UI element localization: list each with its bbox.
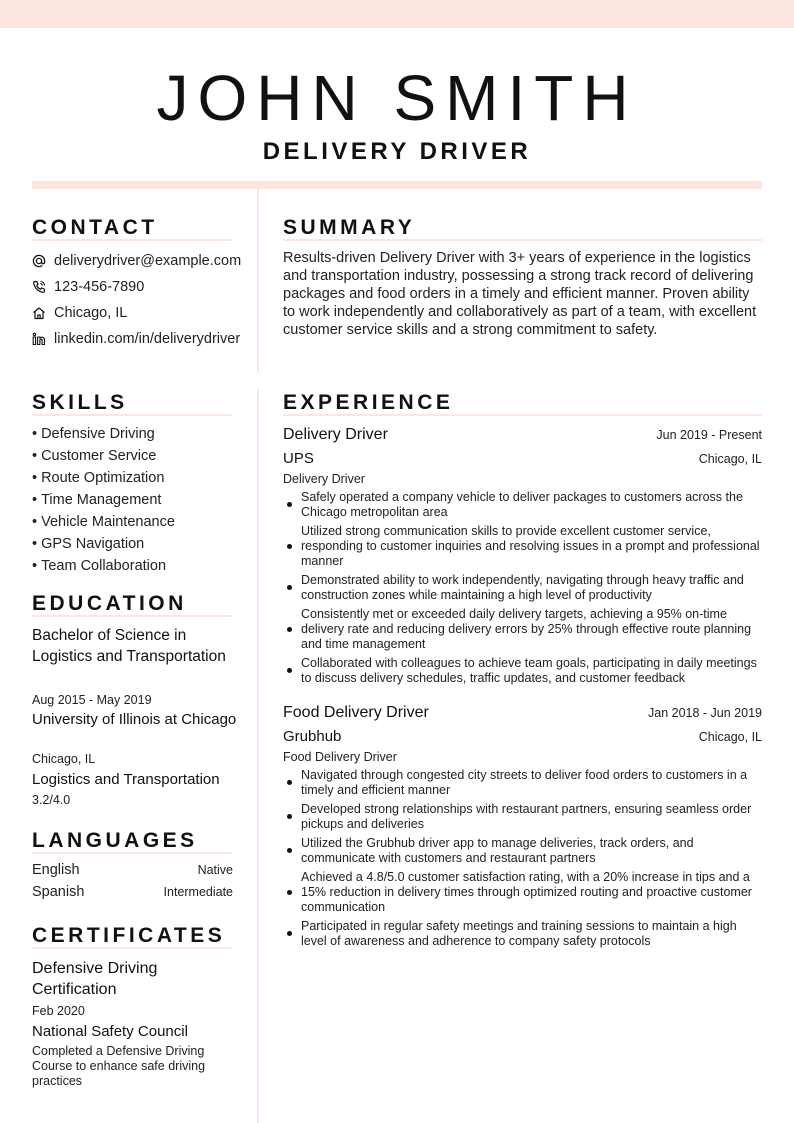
skill-item: • Route Optimization (32, 467, 175, 489)
languages-heading-rule (32, 852, 232, 854)
job-location: Chicago, IL (698, 730, 762, 744)
certificate-name: Defensive Driving Certification (32, 960, 158, 998)
job-dates: Jan 2018 - Jun 2019 (648, 706, 762, 720)
education-degree: Bachelor of Science in Logistics and Transportation (32, 627, 226, 665)
home-icon (32, 306, 54, 320)
language-row-english (32, 862, 233, 878)
job-bullet: Navigated through congested city streets to deliver food orders to customers in a timely and efficient manner (283, 768, 763, 798)
job-subtitle: Delivery Driver (283, 472, 365, 486)
job-bullet: Safely operated a company vehicle to deliver packages to customers across the Chicago metropolitan area (283, 490, 763, 520)
summary-text: Results-driven Delivery Driver with 3+ years of experience in the logistics and transportation industry, possessing a strong track record of delivering packages and food orders in a timely and efficient manner. Proven ability to work independently and collaboratively as part of a team, with excellent customer service skills and a strong commitment to safety. (283, 250, 757, 338)
job-bullet: Developed strong relationships with restaurant partners, ensuring seamless order pickups and deliveries (283, 802, 763, 832)
job-title: Food Delivery Driver (283, 704, 429, 721)
job-bullets (283, 490, 763, 690)
skills-list (32, 423, 175, 577)
skill-item: • Customer Service (32, 445, 175, 467)
contact-location (32, 300, 260, 326)
education-location: Chicago, IL (32, 752, 96, 766)
education-gpa: 3.2/4.0 (32, 793, 71, 807)
job-bullet: Consistently met or exceeded daily delivery targets, achieving a 95% on-time delivery rate and reducing delivery errors by 25% through effective route planning and time management (283, 607, 763, 652)
top-accent-bar (0, 0, 794, 28)
contact-linkedin[interactable] (32, 326, 260, 352)
skill-item: • Team Collaboration (32, 555, 175, 577)
at-icon (32, 254, 54, 268)
summary-heading-rule (283, 239, 762, 241)
certificate-description: Completed a Defensive Driving Course to enhance safe driving practices (32, 1044, 206, 1088)
language-level: Intermediate (163, 885, 233, 899)
experience-heading: EXPERIENCE (283, 391, 454, 414)
certificates-heading-rule (32, 947, 232, 949)
column-divider-bottom (257, 389, 259, 1123)
skill-item: • GPS Navigation (32, 533, 175, 555)
languages-heading: LANGUAGES (32, 829, 198, 852)
job-bullet: Demonstrated ability to work independently, navigating through heavy traffic and construction zones while maintaining a high level of productivity (283, 573, 763, 603)
education-heading-rule (32, 615, 232, 617)
language-level: Native (197, 863, 233, 877)
contact-list (32, 248, 260, 352)
header-divider (32, 181, 762, 189)
certificates-heading: CERTIFICATES (32, 924, 226, 947)
contact-heading-rule (32, 239, 232, 241)
job-subtitle: Food Delivery Driver (283, 750, 397, 764)
contact-email[interactable] (32, 248, 260, 274)
education-heading: EDUCATION (32, 592, 187, 615)
contact-phone[interactable] (32, 274, 260, 300)
language-row-spanish (32, 884, 233, 900)
certificate-issuer: National Safety Council (32, 1023, 188, 1040)
job-company: Grubhub (283, 728, 342, 745)
job-bullet: Utilized the Grubhub driver app to manage deliveries, track orders, and communicate with customers and restaurant partners (283, 836, 763, 866)
linkedin-icon (32, 332, 54, 346)
contact-location-text: Chicago, IL (54, 305, 128, 321)
language-name: English (32, 862, 80, 878)
summary-heading: SUMMARY (283, 216, 416, 239)
contact-email-text: deliverydriver@example.com (54, 253, 242, 269)
job-bullet: Utilized strong communication skills to provide excellent customer service, responding to customer inquiries and resolving issues in a prompt and professional manner (283, 524, 763, 569)
candidate-name: JOHN SMITH (156, 62, 638, 134)
job-title: Delivery Driver (283, 426, 388, 443)
phone-icon (32, 280, 54, 294)
job-bullet: Collaborated with colleagues to achieve team goals, participating in daily meetings to discuss delivery schedules, traffic updates, and customer feedback (283, 656, 763, 686)
job-bullets (283, 768, 763, 953)
certificate-date: Feb 2020 (32, 1004, 85, 1018)
job-bullet: Achieved a 4.8/5.0 customer satisfaction rating, with a 20% increase in tips and a 15% reduction in delivery times through optimized routing and proactive customer communication (283, 870, 763, 915)
job-title-heading: DELIVERY DRIVER (262, 138, 532, 165)
contact-phone-text: 123-456-7890 (54, 279, 145, 295)
education-field: Logistics and Transportation (32, 771, 220, 788)
job-company: UPS (283, 450, 314, 467)
job-bullet: Participated in regular safety meetings and training sessions to maintain a high level of awareness and adherence to company safety protocols (283, 919, 763, 949)
skills-heading: SKILLS (32, 391, 128, 414)
contact-linkedin-text: linkedin.com/in/deliverydriver (54, 331, 241, 347)
education-school: University of Illinois at Chicago (32, 711, 237, 728)
language-name: Spanish (32, 884, 85, 900)
job-dates: Jun 2019 - Present (656, 428, 762, 442)
skill-item: • Defensive Driving (32, 423, 175, 445)
skill-item: • Vehicle Maintenance (32, 511, 175, 533)
job-location: Chicago, IL (698, 452, 762, 466)
skill-item: • Time Management (32, 489, 175, 511)
experience-heading-rule (283, 414, 762, 416)
skills-heading-rule (32, 414, 232, 416)
contact-heading: CONTACT (32, 216, 158, 239)
education-dates: Aug 2015 - May 2019 (32, 693, 152, 707)
